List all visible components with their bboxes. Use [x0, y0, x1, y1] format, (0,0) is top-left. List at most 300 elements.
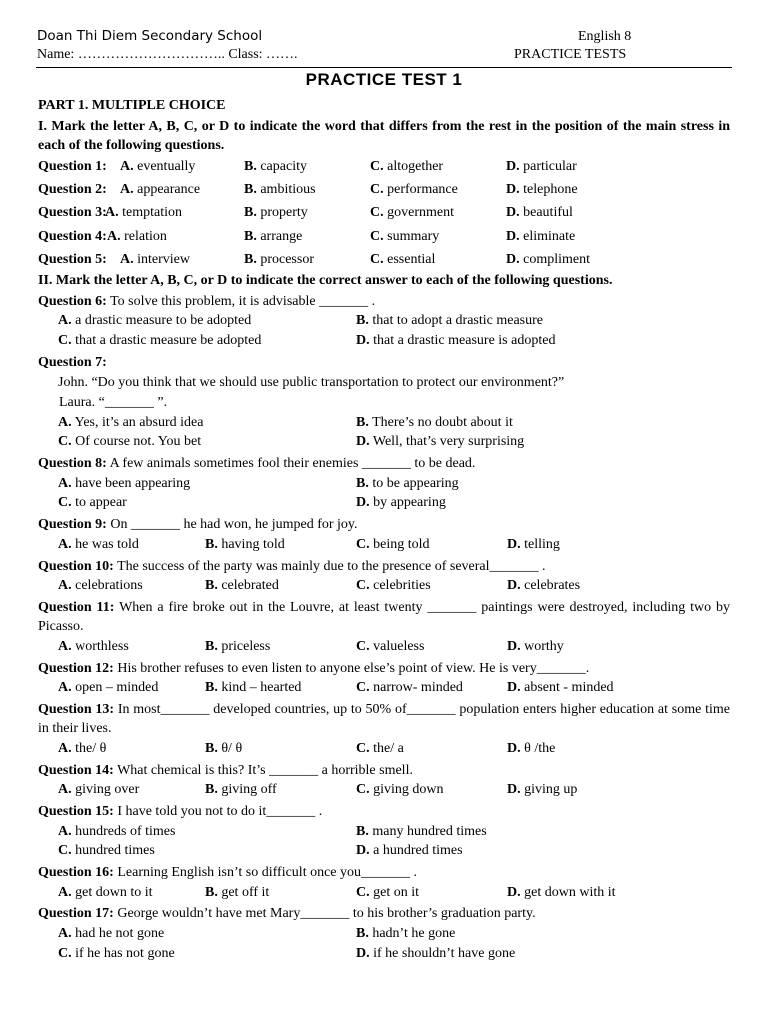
- answer-option: [507, 576, 580, 596]
- answer-option: [58, 822, 175, 842]
- option-text: summary: [387, 228, 440, 244]
- answer-option: [507, 678, 614, 698]
- answer-option: [58, 780, 139, 800]
- answer-option: [507, 780, 577, 800]
- question-label: Question 1:: [38, 159, 107, 174]
- option-letter: B.: [205, 638, 218, 654]
- question-stem: [38, 598, 730, 637]
- option-letter: B.: [205, 680, 218, 696]
- option-text: celebrations: [75, 578, 143, 594]
- answer-option: [58, 841, 155, 861]
- question-block: [38, 761, 730, 800]
- question-text: To solve this problem, it is advisable _______ .: [106, 293, 376, 309]
- answer-option: [356, 883, 419, 903]
- option-letter: D.: [356, 945, 370, 961]
- option-letter: B.: [244, 205, 257, 221]
- option-text: worthless: [75, 638, 129, 654]
- header-rule: [36, 67, 732, 68]
- question-block: [38, 515, 730, 554]
- question-block: [38, 802, 730, 861]
- answer-option: [205, 535, 285, 555]
- answer-options: [38, 637, 730, 657]
- question-stem: [38, 557, 730, 577]
- options-row: [38, 474, 730, 494]
- option-letter: A.: [58, 313, 72, 329]
- option-letter: C.: [370, 182, 384, 198]
- option-text: by appearing: [373, 495, 446, 511]
- question-text: Learning English isn’t so difficult once you_______ .: [113, 865, 418, 881]
- option-letter: B.: [356, 313, 369, 329]
- options-row: [38, 924, 730, 944]
- option-letter: C.: [356, 536, 370, 552]
- option-text: compliment: [523, 251, 591, 267]
- options-row: [38, 678, 730, 698]
- answer-option: [58, 493, 127, 513]
- option-letter: A.: [58, 638, 72, 654]
- stress-questions: [38, 155, 730, 271]
- option-letter: C.: [58, 495, 72, 511]
- option-text: interview: [137, 251, 190, 267]
- option-text: a drastic measure to be adopted: [75, 313, 252, 329]
- option-letter: C.: [356, 638, 370, 654]
- options-row: [38, 432, 730, 452]
- option-text: had he not gone: [75, 925, 165, 941]
- question-row: [38, 225, 730, 248]
- answer-options: [38, 678, 730, 698]
- question-stem: [38, 761, 730, 781]
- answer-option: [205, 739, 242, 759]
- options-row: [38, 413, 730, 433]
- options-row: [38, 311, 730, 331]
- question-stem: [38, 515, 730, 535]
- dialogue-line: John. “Do you think that we should use public transportation to protect our environment?”: [58, 374, 565, 390]
- question-label: Question 4:: [38, 228, 107, 244]
- question-label: Question 12:: [38, 660, 114, 676]
- question-stem: [38, 863, 730, 883]
- option-text: processor: [260, 251, 314, 267]
- option-letter: A.: [120, 159, 134, 174]
- dialogue-line: Laura. “_______ ”.: [59, 394, 168, 410]
- option-text: θ /the: [524, 740, 556, 756]
- answer-option: [370, 248, 435, 271]
- answer-option: [244, 178, 316, 201]
- question-text: What chemical is this? It’s _______ a horrible smell.: [113, 762, 413, 778]
- option-text: absent - minded: [524, 680, 614, 696]
- option-letter: B.: [205, 782, 218, 798]
- answer-option: [244, 155, 307, 178]
- option-text: giving off: [221, 782, 277, 798]
- option-letter: B.: [356, 414, 369, 430]
- question-label: Question 6:: [38, 293, 107, 309]
- options-row: [38, 822, 730, 842]
- option-letter: B.: [356, 475, 369, 491]
- option-letter: C.: [356, 884, 370, 900]
- answer-option: [58, 576, 143, 596]
- answer-option: [205, 637, 270, 657]
- answer-option: [356, 493, 446, 513]
- option-text: celebrates: [524, 578, 581, 594]
- option-text: that to adopt a drastic measure: [372, 313, 544, 329]
- option-letter: A.: [120, 182, 134, 198]
- options-row: [38, 493, 730, 513]
- question-label: Question 7:: [38, 355, 107, 371]
- option-text: Yes, it’s an absurd idea: [74, 414, 204, 430]
- option-letter: D.: [507, 884, 521, 900]
- question-label: Question 3:: [38, 205, 107, 221]
- answer-option: [205, 678, 301, 698]
- question-text: On _______ he had won, he jumped for joy.: [106, 517, 358, 533]
- answer-option: [370, 225, 439, 248]
- name-class-line: Name: ………………………….. Class: …….: [37, 47, 298, 62]
- option-letter: D.: [356, 434, 370, 450]
- question-block: [38, 659, 730, 698]
- option-text: get on it: [373, 884, 420, 900]
- option-letter: D.: [506, 228, 520, 244]
- answer-option: [356, 331, 555, 351]
- question-label: Question 13:: [38, 701, 115, 717]
- option-letter: C.: [356, 740, 370, 756]
- options-row: [38, 944, 730, 964]
- option-text: to be appearing: [372, 475, 459, 491]
- option-text: the/ a: [373, 740, 404, 756]
- option-letter: C.: [370, 251, 384, 267]
- option-text: particular: [523, 159, 577, 174]
- question-text: A few animals sometimes fool their enemies _______ to be dead.: [106, 456, 476, 472]
- question-block: [38, 700, 730, 759]
- option-text: a hundred times: [373, 843, 463, 859]
- option-text: essential: [387, 251, 436, 267]
- option-text: telephone: [523, 182, 578, 198]
- option-letter: A.: [58, 740, 72, 756]
- question-label: Question 15:: [38, 804, 114, 819]
- grammar-questions: [38, 292, 730, 964]
- question-text: In most_______ developed countries, up to 50% of_______ population enters higher education at some time in their lives.: [38, 701, 730, 737]
- question-label: Question 16:: [38, 865, 114, 881]
- answer-option: [58, 678, 158, 698]
- question-stem: [38, 700, 730, 739]
- question-text: George wouldn’t have met Mary_______ to his brother’s graduation party.: [113, 906, 536, 922]
- answer-option: [120, 178, 200, 201]
- answer-options: [38, 739, 730, 759]
- answer-option: [506, 248, 590, 271]
- option-text: beautiful: [523, 205, 573, 221]
- question-label: Question 17:: [38, 906, 114, 922]
- option-text: that a drastic measure is adopted: [373, 333, 556, 349]
- answer-options: [38, 924, 730, 964]
- question-text: When a fire broke out in the Louvre, at least twenty _______ paintings were destroyed, including two by Picasso.: [38, 599, 730, 635]
- answer-option: [105, 201, 182, 224]
- answer-option: [58, 883, 153, 903]
- option-text: hundreds of times: [75, 823, 176, 839]
- option-text: narrow- minded: [373, 680, 463, 696]
- question-stem: [38, 454, 730, 474]
- option-letter: D.: [356, 495, 370, 511]
- option-letter: D.: [506, 182, 520, 198]
- answer-option: [58, 739, 106, 759]
- question-text: The success of the party was mainly due to the presence of several_______ .: [113, 558, 546, 574]
- option-text: valueless: [373, 638, 425, 654]
- option-text: temptation: [122, 205, 183, 221]
- option-letter: C.: [58, 434, 72, 450]
- option-text: priceless: [221, 638, 271, 654]
- answer-option: [58, 311, 251, 331]
- option-text: government: [387, 205, 454, 221]
- option-letter: B.: [244, 159, 257, 174]
- option-letter: C.: [370, 205, 384, 221]
- question-stem: [38, 904, 730, 924]
- option-text: Of course not. You bet: [75, 434, 202, 450]
- question-label: Question 10:: [38, 558, 114, 574]
- answer-option: [506, 225, 575, 248]
- option-text: open – minded: [75, 680, 159, 696]
- question-stem: [38, 802, 730, 822]
- option-text: being told: [373, 536, 430, 552]
- options-row: [38, 637, 730, 657]
- option-text: hadn’t he gone: [372, 925, 456, 941]
- option-text: altogether: [387, 159, 444, 174]
- question-row: [38, 201, 730, 224]
- option-letter: A.: [58, 782, 72, 798]
- option-text: hundred times: [75, 843, 155, 859]
- option-text: θ/ θ: [221, 740, 243, 756]
- option-letter: C.: [370, 228, 384, 244]
- options-row: [38, 576, 730, 596]
- question-block: [38, 904, 730, 963]
- option-letter: D.: [507, 638, 521, 654]
- question-label: Question 14:: [38, 762, 114, 778]
- option-text: if he has not gone: [75, 945, 175, 961]
- option-text: worthy: [524, 638, 564, 654]
- option-text: eventually: [137, 159, 196, 174]
- option-letter: A.: [120, 251, 134, 267]
- question-label: Question 8:: [38, 456, 107, 472]
- option-letter: B.: [244, 251, 257, 267]
- option-text: get down to it: [75, 884, 153, 900]
- answer-option: [356, 780, 444, 800]
- option-text: giving over: [75, 782, 140, 798]
- option-letter: B.: [244, 228, 257, 244]
- question-row: [38, 248, 730, 271]
- school-name: Doan Thi Diem Secondary School: [37, 28, 263, 44]
- answer-option: [370, 178, 458, 201]
- option-text: that a drastic measure be adopted: [75, 333, 262, 349]
- option-text: the/ θ: [75, 740, 107, 756]
- option-text: celebrated: [221, 578, 279, 594]
- option-letter: D.: [356, 333, 370, 349]
- option-letter: D.: [507, 680, 521, 696]
- answer-option: [58, 924, 164, 944]
- answer-option: [205, 576, 279, 596]
- question-block: [38, 598, 730, 657]
- answer-options: [38, 883, 730, 903]
- answer-option: [506, 201, 573, 224]
- option-letter: A.: [58, 414, 72, 430]
- options-row: [38, 739, 730, 759]
- option-text: get off it: [221, 884, 270, 900]
- option-letter: C.: [356, 782, 370, 798]
- question-block: [38, 353, 730, 452]
- question-row: [38, 155, 730, 178]
- option-letter: A.: [58, 884, 72, 900]
- answer-option: [244, 225, 302, 248]
- answer-option: [356, 432, 524, 452]
- answer-option: [58, 432, 201, 452]
- answer-option: [507, 535, 560, 555]
- question-label: Question 11:: [38, 599, 115, 615]
- option-text: performance: [387, 182, 458, 198]
- option-letter: A.: [58, 925, 72, 941]
- answer-option: [506, 178, 578, 201]
- option-text: if he shouldn’t have gone: [373, 945, 516, 961]
- option-letter: B.: [205, 740, 218, 756]
- question-row: [38, 178, 730, 201]
- option-letter: A.: [58, 680, 72, 696]
- answer-option: [370, 201, 454, 224]
- answer-options: [38, 576, 730, 596]
- answer-option: [120, 155, 195, 178]
- option-text: property: [260, 205, 308, 221]
- question-label: Question 5:: [38, 251, 107, 267]
- answer-option: [507, 883, 616, 903]
- options-row: [38, 841, 730, 861]
- option-text: get down with it: [524, 884, 616, 900]
- answer-options: [38, 413, 730, 453]
- answer-option: [205, 780, 277, 800]
- option-text: telling: [524, 536, 560, 552]
- practice-tests-label: PRACTICE TESTS: [514, 47, 627, 62]
- answer-option: [356, 637, 424, 657]
- answer-option: [356, 413, 513, 433]
- answer-option: [507, 637, 564, 657]
- option-letter: D.: [507, 782, 521, 798]
- question-block: [38, 557, 730, 596]
- option-letter: A.: [58, 536, 72, 552]
- option-letter: B.: [205, 578, 218, 594]
- option-text: celebrities: [373, 578, 431, 594]
- option-text: eliminate: [523, 228, 576, 244]
- question-block: [38, 454, 730, 513]
- question-stem: [38, 353, 730, 373]
- answer-options: [38, 535, 730, 555]
- question-label: Question 2:: [38, 182, 107, 198]
- option-text: kind – hearted: [221, 680, 302, 696]
- option-letter: D.: [507, 740, 521, 756]
- answer-option: [58, 331, 261, 351]
- options-row: [38, 883, 730, 903]
- answer-option: [58, 535, 139, 555]
- answer-option: [356, 944, 515, 964]
- question-text: His brother refuses to even listen to anyone else’s point of view. He is very_______.: [113, 660, 590, 676]
- option-letter: C.: [58, 945, 72, 961]
- answer-option: [356, 535, 430, 555]
- option-letter: C.: [370, 159, 384, 174]
- answer-option: [356, 924, 455, 944]
- option-text: he was told: [75, 536, 139, 552]
- option-letter: D.: [507, 536, 521, 552]
- answer-options: [38, 780, 730, 800]
- option-letter: A.: [58, 475, 72, 491]
- option-letter: B.: [244, 182, 257, 198]
- option-text: many hundred times: [372, 823, 487, 839]
- section2-instruction: II. Mark the letter A, B, C, or D to indicate the correct answer to each of the following questions.: [38, 272, 613, 288]
- option-letter: C.: [356, 680, 370, 696]
- options-row: [38, 780, 730, 800]
- question-label: Question 9:: [38, 517, 107, 533]
- test-content: [38, 96, 730, 963]
- question-block: [38, 863, 730, 902]
- question-stem: [38, 292, 730, 312]
- option-letter: D.: [506, 205, 520, 221]
- question-block: [38, 292, 730, 351]
- answer-option: [244, 248, 314, 271]
- option-letter: B.: [205, 884, 218, 900]
- answer-option: [120, 248, 190, 271]
- option-letter: D.: [506, 251, 520, 267]
- option-letter: B.: [205, 536, 218, 552]
- answer-option: [356, 576, 431, 596]
- answer-option: [506, 155, 577, 178]
- option-letter: A.: [107, 228, 121, 244]
- section1-instruction: I. Mark the letter A, B, C, or D to indicate the word that differs from the rest in the position of the main stress in each of the following questions.: [38, 119, 730, 153]
- option-letter: C.: [58, 333, 72, 349]
- answer-option: [370, 155, 443, 178]
- answer-option: [107, 225, 167, 248]
- option-text: giving down: [373, 782, 444, 798]
- answer-option: [58, 637, 129, 657]
- option-text: have been appearing: [75, 475, 191, 491]
- options-row: [38, 535, 730, 555]
- answer-options: [38, 311, 730, 351]
- option-text: Well, that’s very surprising: [372, 434, 525, 450]
- option-text: to appear: [75, 495, 127, 511]
- subject-label: English 8: [578, 29, 632, 44]
- option-letter: A.: [58, 823, 72, 839]
- answer-option: [58, 413, 203, 433]
- answer-option: [205, 883, 269, 903]
- part-heading: PART 1. MULTIPLE CHOICE: [38, 98, 226, 113]
- question-stem: [38, 659, 730, 679]
- option-text: ambitious: [260, 182, 316, 198]
- answer-option: [58, 944, 175, 964]
- option-text: arrange: [260, 228, 303, 244]
- answer-option: [507, 739, 555, 759]
- option-text: having told: [221, 536, 285, 552]
- option-letter: D.: [356, 843, 370, 859]
- page-title: PRACTICE TEST 1: [305, 70, 463, 89]
- answer-option: [356, 311, 543, 331]
- option-letter: D.: [506, 159, 520, 174]
- option-letter: A.: [105, 205, 119, 221]
- answer-option: [244, 201, 308, 224]
- answer-option: [356, 474, 459, 494]
- option-letter: C.: [58, 843, 72, 859]
- option-text: relation: [124, 228, 167, 244]
- answer-option: [58, 474, 190, 494]
- answer-option: [356, 822, 487, 842]
- question-text: I have told you not to do it_______ .: [113, 804, 323, 819]
- option-letter: A.: [58, 578, 72, 594]
- answer-option: [356, 678, 463, 698]
- option-text: appearance: [137, 182, 201, 198]
- option-letter: B.: [356, 823, 369, 839]
- option-letter: C.: [356, 578, 370, 594]
- answer-option: [356, 841, 463, 861]
- option-text: giving up: [524, 782, 578, 798]
- answer-option: [356, 739, 404, 759]
- option-letter: B.: [356, 925, 369, 941]
- option-text: capacity: [260, 159, 307, 174]
- answer-options: [38, 822, 730, 862]
